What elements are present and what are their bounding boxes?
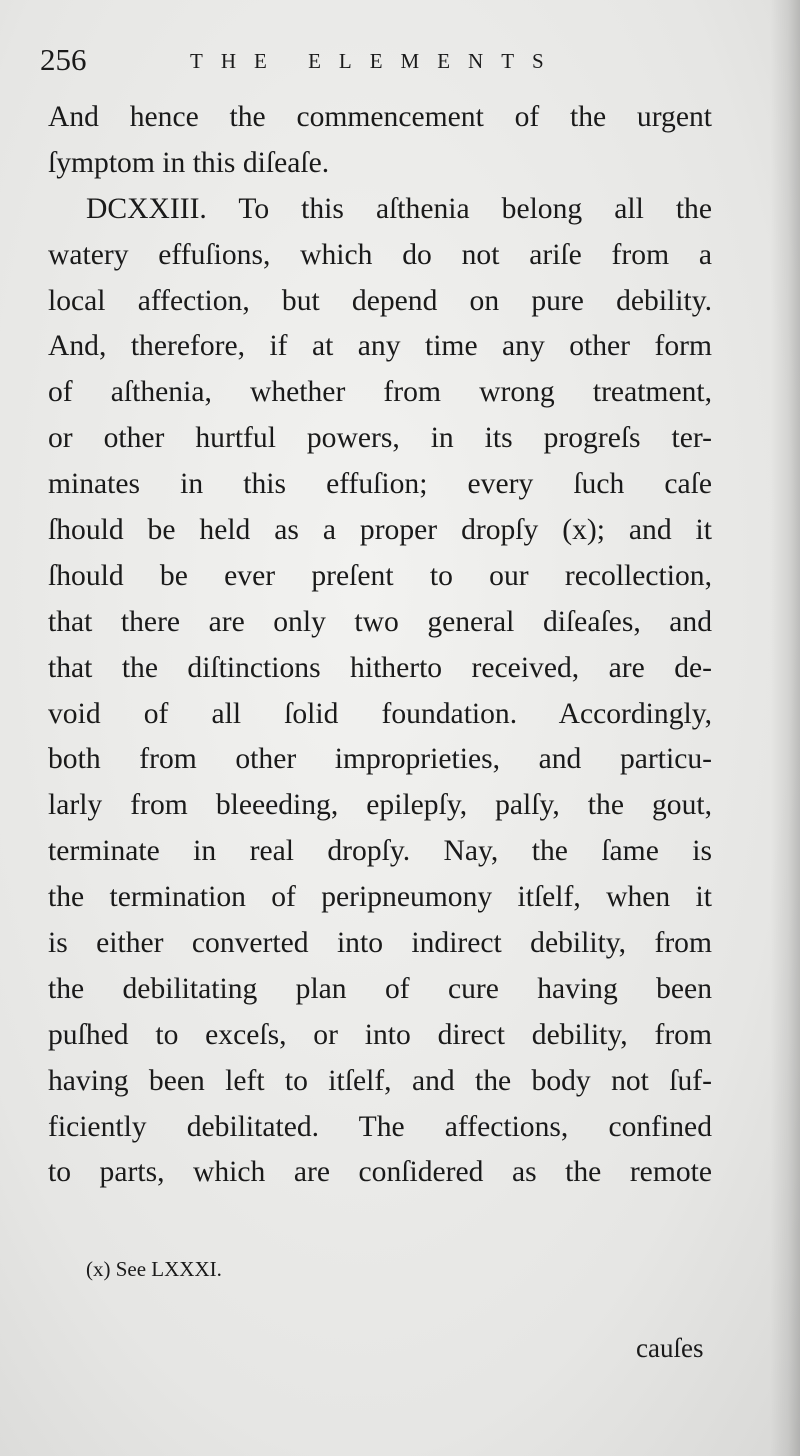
text-line: ficiently debilitated. The affections, confined: [48, 1110, 712, 1143]
text-line: terminate in real dropſy. Nay, the ſame is: [48, 835, 712, 868]
text-line: ſhould be held as a proper dropſy (x); and it: [48, 514, 712, 547]
footnote: (x) See LXXXI.: [86, 1257, 222, 1281]
text-line: that the diſtinctions hitherto received, are de-: [48, 651, 712, 684]
text-line: is either converted into indirect debility, from: [48, 927, 712, 960]
text-line: or other hurtful powers, in its progreſs ter-: [48, 422, 712, 455]
text-line: void of all ſolid foundation. Accordingly,: [48, 697, 712, 730]
text-line: both from other improprieties, and particu-: [48, 743, 712, 776]
text-line: having been left to itſelf, and the body not ſuf-: [48, 1064, 712, 1097]
text-line: And, therefore, if at any time any other form: [48, 330, 712, 363]
text-line: local affection, but depend on pure debility.: [48, 284, 712, 317]
catchword: cauſes: [636, 1333, 704, 1363]
text-line: minates in this effuſion; every ſuch caſe: [48, 468, 712, 501]
text-line: that there are only two general diſeaſes, and: [48, 605, 712, 638]
text-line: the debilitating plan of cure having been: [48, 972, 712, 1005]
page-number: 256: [40, 42, 87, 77]
running-title: THE ELEMENTS: [190, 49, 562, 73]
body-text: [48, 95, 712, 1196]
text-line: to parts, which are conſidered as the remote: [48, 1156, 712, 1189]
text-line: ſhould be ever preſent to our recollection,: [48, 559, 712, 592]
paragraph-start-line: DCXXIII. To this aſthenia belong all the: [86, 192, 712, 225]
text-line: And hence the commencement of the urgent: [48, 101, 712, 133]
text-line: ſymptom in this diſeaſe.: [48, 146, 330, 179]
text-line: puſhed to exceſs, or into direct debility, from: [48, 1018, 712, 1051]
text-line: of aſthenia, whether from wrong treatment,: [48, 376, 712, 409]
text-line: watery effuſions, which do not ariſe from a: [48, 238, 712, 271]
running-head: [40, 36, 720, 82]
page-edge-shadow: [770, 0, 800, 1456]
text-line: larly from bleeeding, epilepſy, palſy, the gout,: [48, 789, 712, 822]
text-line: the termination of peripneumony itſelf, when it: [48, 881, 712, 914]
